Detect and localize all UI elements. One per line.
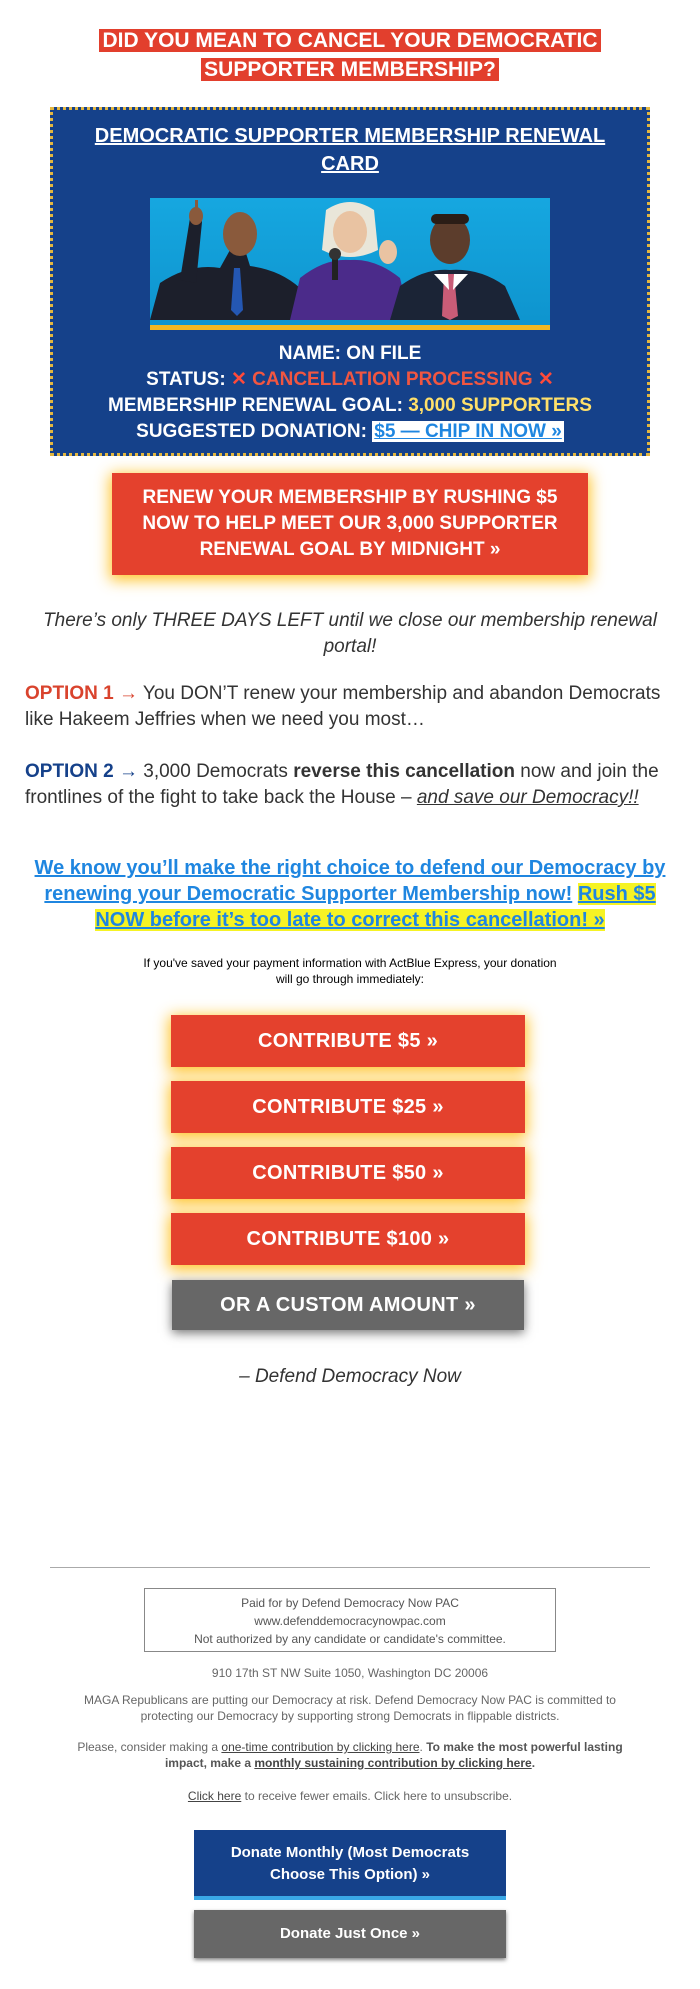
email-preferences: Click here to receive fewer emails. Click here to unsubscribe. bbox=[187, 1789, 513, 1803]
donation-row: SUGGESTED DONATION: $5 — CHIP IN NOW » bbox=[136, 421, 562, 442]
status-row: STATUS: ✕ CANCELLATION PROCESSING ✕ bbox=[146, 369, 554, 390]
option-1: OPTION 1 → You DON’T renew your membership and abandon Democrats like Hakeem Jeffries when we need you most… bbox=[25, 683, 661, 730]
contribution-options-text: Please, consider making a one-time contribution by clicking here. To make the most powerful lasting impact, make a monthly sustaining contribution by clicking here. bbox=[77, 1740, 623, 1770]
contribute-5-button[interactable]: CONTRIBUTE $5 » bbox=[172, 1016, 524, 1066]
politicians-photo bbox=[150, 198, 550, 330]
card-title: DEMOCRATIC SUPPORTER MEMBERSHIP RENEWAL CARD bbox=[94, 125, 606, 175]
option-2-label: OPTION 2 → bbox=[25, 761, 138, 782]
contribute-25-button[interactable]: CONTRIBUTE $25 » bbox=[172, 1082, 524, 1132]
name-row: NAME: ON FILE bbox=[278, 343, 422, 364]
days-left-text: There’s only THREE DAYS LEFT until we close our membership renewal portal! bbox=[43, 610, 657, 657]
renew-membership-button[interactable]: RENEW YOUR MEMBERSHIP BY RUSHING $5 NOW TO HELP MEET OUR 3,000 SUPPORTER RENEWAL GOAL BY MIDNIGHT » bbox=[113, 474, 587, 574]
option-1-label: OPTION 1 → bbox=[25, 683, 138, 704]
mission-text: MAGA Republicans are putting our Democracy at risk. Defend Democracy Now PAC is committed to protecting our Democracy by supporting strong Democrats in flippable districts. bbox=[84, 1693, 616, 1723]
signoff: – Defend Democracy Now bbox=[239, 1366, 461, 1387]
x-mark-icon: ✕ bbox=[230, 369, 247, 390]
custom-amount-button[interactable]: OR A CUSTOM AMOUNT » bbox=[172, 1280, 524, 1330]
x-mark-icon: ✕ bbox=[537, 369, 554, 390]
option-2: OPTION 2 → 3,000 Democrats reverse this cancellation now and join the frontlines of the fight to take back the House – and save our Democracy!! bbox=[25, 761, 659, 808]
goal-value: 3,000 SUPPORTERS bbox=[408, 395, 592, 416]
politicians-photo-illustration bbox=[150, 198, 550, 320]
right-choice-link[interactable]: We know you’ll make the right choice to defend our Democracy by renewing your Democratic Supporter Membership now! bbox=[34, 857, 666, 905]
membership-card bbox=[50, 107, 650, 456]
card-info bbox=[53, 341, 647, 445]
headline bbox=[0, 26, 700, 84]
status-value: CANCELLATION PROCESSING bbox=[252, 369, 533, 390]
monthly-contribution-link[interactable]: monthly sustaining contribution by clicking here bbox=[254, 1756, 532, 1770]
footer-divider bbox=[50, 1567, 650, 1568]
right-choice-text bbox=[25, 855, 675, 933]
headline-line2: SUPPORTER MEMBERSHIP? bbox=[201, 58, 499, 81]
actblue-note: If you've saved your payment information with ActBlue Express, your donation will go through immediately: bbox=[143, 956, 557, 986]
fewer-emails-link[interactable]: Click here bbox=[187, 1789, 242, 1803]
address: 910 17th ST NW Suite 1050, Washington DC 20006 bbox=[211, 1666, 489, 1680]
donate-once-button[interactable]: Donate Just Once » bbox=[194, 1910, 506, 1958]
chip-in-link[interactable]: $5 — CHIP IN NOW » bbox=[374, 421, 562, 442]
paid-for-disclaimer: Paid for by Defend Democracy Now PAC www.defenddemocracynowpac.com Not authorized by any candidate or candidate's committee. bbox=[144, 1588, 556, 1652]
contribute-100-button[interactable]: CONTRIBUTE $100 » bbox=[172, 1214, 524, 1264]
contribute-50-button[interactable]: CONTRIBUTE $50 » bbox=[172, 1148, 524, 1198]
donate-monthly-button[interactable]: Donate Monthly (Most Democrats Choose This Option) » bbox=[194, 1830, 506, 1900]
rush-5-link[interactable]: Rush $5 NOW before it’s too late to correct this cancellation! » bbox=[95, 883, 656, 931]
one-time-contribution-link[interactable]: one-time contribution by clicking here bbox=[221, 1740, 420, 1754]
goal-row: MEMBERSHIP RENEWAL GOAL: 3,000 SUPPORTERS bbox=[108, 395, 592, 416]
headline-line1: DID YOU MEAN TO CANCEL YOUR DEMOCRATIC bbox=[99, 29, 600, 52]
